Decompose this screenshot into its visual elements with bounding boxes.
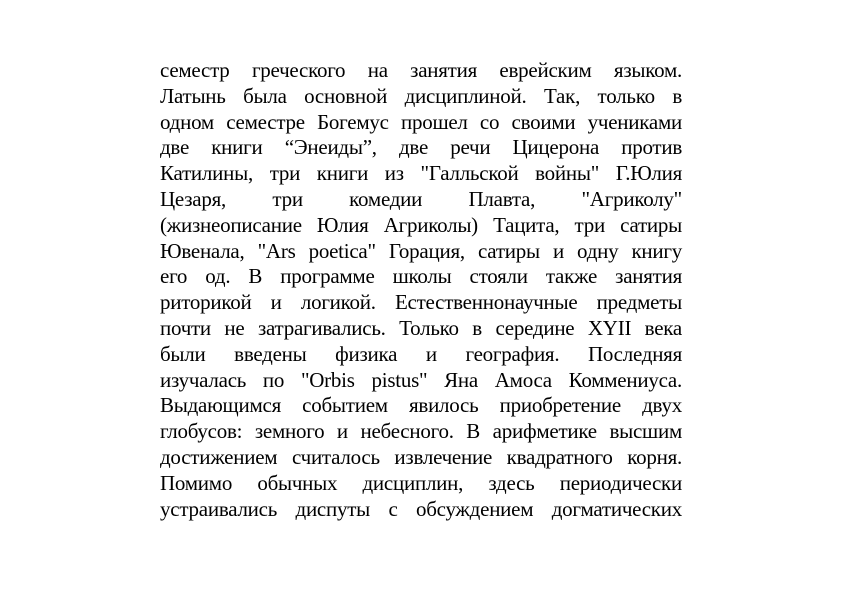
text-line: Ювенала, "Ars poetica" Горация, сатиры и одну книгу xyxy=(160,238,682,263)
text-line: Помимо обычных дисциплин, здесь периодически xyxy=(160,470,682,495)
text-line: (жизнеописание Юлия Агриколы) Тацита, три сатиры xyxy=(160,212,682,237)
text-line: Цезаря, три комедии Плавта, "Агриколу" xyxy=(160,186,682,211)
body-text xyxy=(160,58,682,522)
text-line: Выдающимся событием явилось приобретение двух xyxy=(160,393,682,418)
text-line: одном семестре Богемус прошел со своими учениками xyxy=(160,109,682,134)
text-line: Латынь была основной дисциплиной. Так, только в xyxy=(160,83,682,108)
text-line: Катилины, три книги из "Галльской войны" Г.Юлия xyxy=(160,161,682,186)
text-line: риторикой и логикой. Естественнонаучные предметы xyxy=(160,290,682,315)
text-line: две книги “Энеиды”, две речи Цицерона против xyxy=(160,135,682,160)
text-line: его од. В программе школы стояли также занятия xyxy=(160,264,682,289)
text-line: устраивались диспуты с обсуждением догматических xyxy=(160,496,682,521)
text-line: глобусов: земного и небесного. В арифметике высшим xyxy=(160,419,682,444)
text-line: были введены физика и география. Последняя xyxy=(160,341,682,366)
text-line: изучалась по "Orbis pistus" Яна Амоса Коммениуса. xyxy=(160,367,682,392)
text-line: почти не затрагивались. Только в середине XYII века xyxy=(160,315,682,340)
text-line: достижением считалось извлечение квадратного корня. xyxy=(160,444,682,469)
text-line: семестр греческого на занятия еврейским языком. xyxy=(160,58,682,82)
